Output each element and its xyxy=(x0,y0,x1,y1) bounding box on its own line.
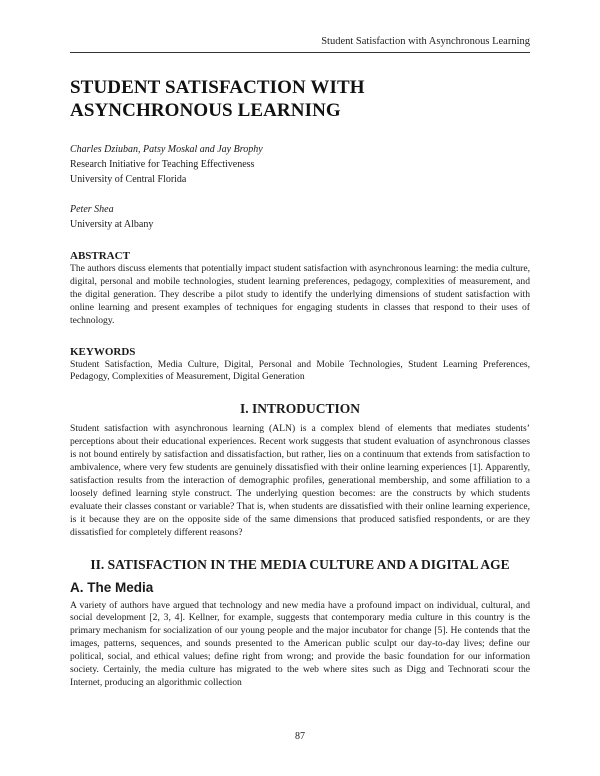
author-block-2 xyxy=(70,202,530,232)
title-line-1: STUDENT SATISFACTION WITH xyxy=(70,77,365,98)
subsection-heading-media: A. The Media xyxy=(70,579,154,595)
keywords-text xyxy=(70,359,530,385)
running-head: Student Satisfaction with Asynchronous Learning xyxy=(321,36,530,47)
page-number: 87 xyxy=(295,731,305,742)
title-line-2: ASYNCHRONOUS LEARNING xyxy=(70,100,341,121)
keywords-heading: KEYWORDS xyxy=(70,345,136,358)
header-rule xyxy=(70,52,530,53)
abstract-paragraph: The authors discuss elements that potentially impact student satisfaction with asynchronous learning: the media culture, digital, personal and mobile technologies, student learning preferences, pedagogy, complexities of measurement, and the digital generation. They describe a pilot study to identify the underlying dimensions of student satisfaction with online learning and present examples of techniques for engaging students in classes that respond to their uses of technology. xyxy=(70,263,530,326)
abstract-text xyxy=(70,263,530,328)
introduction-paragraph: Student satisfaction with asynchronous learning (ALN) is a complex blend of elements that mediates students’ perceptions about their educational experiences. Recent work suggests that student evaluation of asynchronous classes is not bound entirely by satisfaction and dissatisfaction, but rather, lies on a continuum that extends from satisfaction to ambivalence, where very few students are genuinely dissatisfied with their online learning experiences [1]. Apparently, satisfaction results from the interaction of demographic profiles, generational membership, and some affiliation to a loosely defined learning style construct. The underlying question becomes: are the constructs by which students evaluate their classes constant or variable? That is, when students are dissatisfied with their online learning experience, is it because they are on the opposite side of the same dimensions that produced satisfied respondents, or are they dissatisfied for completely different reasons? xyxy=(70,423,530,538)
author-names-2: Peter Shea xyxy=(70,204,114,215)
page-content xyxy=(70,76,530,690)
introduction-text xyxy=(70,423,530,539)
author-names-1: Charles Dziuban, Patsy Moskal and Jay Brophy xyxy=(70,144,263,155)
paper-title xyxy=(70,76,530,122)
media-paragraph: A variety of authors have argued that technology and new media have a profound impact on individual, cultural, and social development [2, 3, 4]. Kellner, for example, suggests that contemporary media culture in this country is the primary mechanism for socialization of our young people and the major incubator for change [5]. He contends that the images, patterns, sequences, and sounds presented to the American public sculpt our day-to-day lives; define our political, social, and ethical values; define right from wrong; and provide the basic foundation for our information society. Certainly, the media culture has migrated to the web where sites such as Digg and Technorati scour the Internet, producing an algorithmic collection xyxy=(70,599,530,688)
keywords-paragraph: Student Satisfaction, Media Culture, Digital, Personal and Mobile Technologies, Student Learning Preferences, Pedagogy, Complexities of Measurement, Digital Generation xyxy=(70,358,530,383)
media-text xyxy=(70,600,530,690)
abstract-heading: ABSTRACT xyxy=(70,250,130,262)
introduction-heading: I. INTRODUCTION xyxy=(239,401,361,417)
affiliation-1: Research Initiative for Teaching Effectiveness xyxy=(70,159,255,170)
affiliation-3: University at Albany xyxy=(70,219,154,230)
author-block-1 xyxy=(70,142,530,187)
section2-heading: II. SATISFACTION IN THE MEDIA CULTURE AND A DIGITAL AGE xyxy=(90,556,510,572)
affiliation-2: University of Central Florida xyxy=(70,174,187,185)
